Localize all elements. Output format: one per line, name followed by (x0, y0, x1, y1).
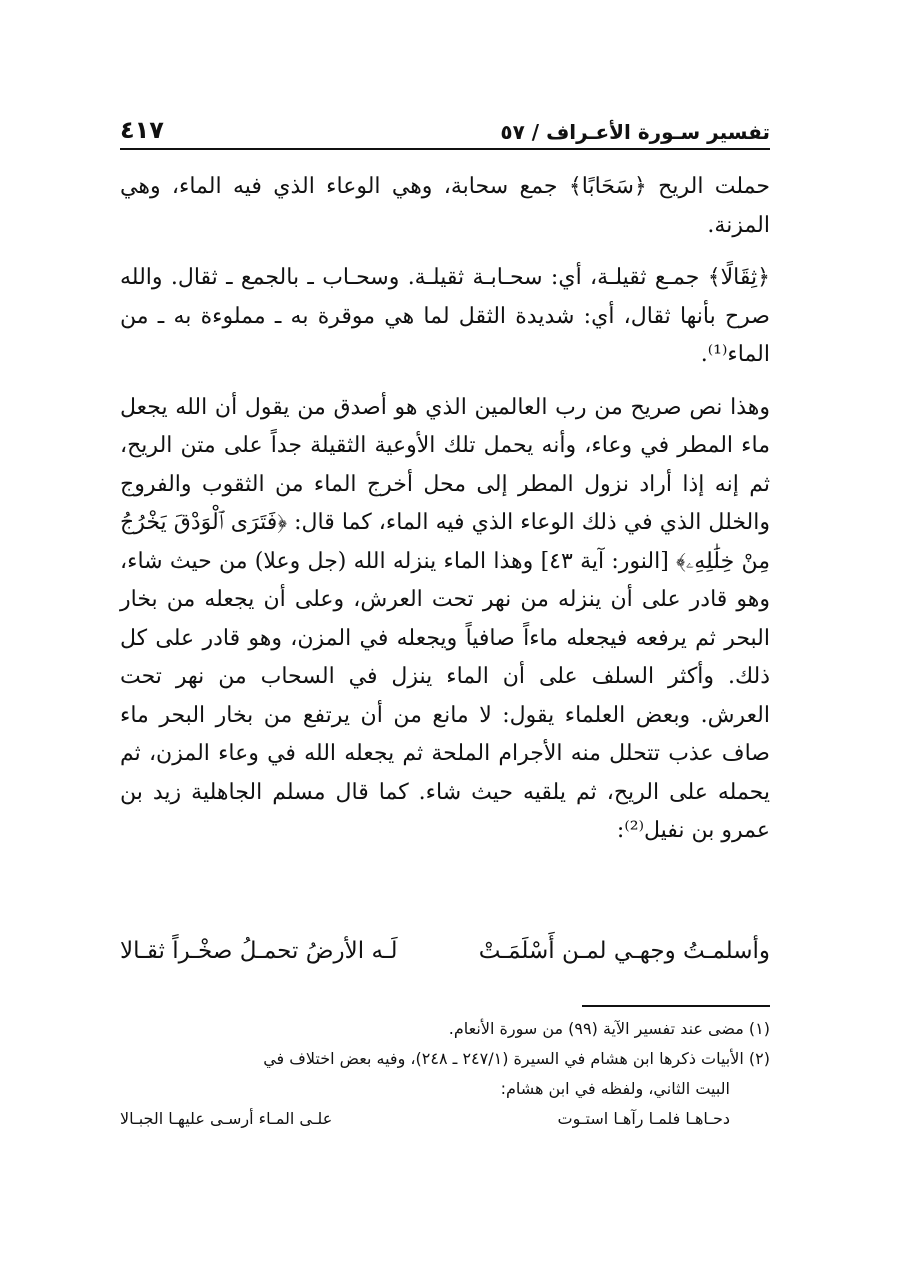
footnote-divider (582, 1005, 770, 1007)
verse-second-hemistich: لَـه الأرضُ تحمـلُ صخْـراً ثقـالا (120, 938, 398, 964)
paragraph-rain-explanation: وهذا نص صريح من رب العالمين الذي هو أصدق من يقول أن الله يجعل ماء المطر في وعاء، وأنه يحمل تلك الأوعية الثقيلة جداً على متن الريح، ثم إنه إذا أراد نزول المطر إلى محل أخرج الماء من الثقوب والفروج والخلل الذي في ذلك الوعاء الذي فيه الماء، كما قال: ﴿فَتَرَى ٱلْوَدْقَ يَخْرُجُ مِنْ خِلَٰلِهِۦ﴾ [النور: آية ٤٣] وهذا الماء ينزله الله (جل وعلا) من حيث شاء، وهو قادر على أن ينزله من نهر تحت العرش، وعلى أن يجعله من بخار البحر ثم يرفعه فيجعله ماءاً صافياً ويجعله في المزن، وهو قادر على كل ذلك. وأكثر السلف على أن الماء ينزل في السحاب من نهر تحت العرش. وبعض العلماء يقول: لا مانع من أن يرتفع من بخار البحر ماء صاف عذب تتحلل منه الأجرام الملحة ثم يجعله الله في وعاء المزن، ثم يحمله على الريح، ثم يلقيه حيث شاء. كما قال مسلم الجاهلية زيد بن عمرو بن نفيل⁽²⁾: (120, 394, 770, 843)
verse-first-hemistich: وأسلمـتُ وجهـي لمـن أَسْلَمَـتْ (478, 938, 770, 964)
main-text (120, 168, 770, 865)
page-number: ٤١٧ (120, 116, 164, 144)
paragraph-thiqal: ﴿ثِقَالًا﴾ جمـع ثقيلـة، أي: سحـابـة ثقيلـة. وسحـاب ـ بالجمع ـ ثقال. والله صرح بأنها ثقال، أي: شديدة الثقل لما هي موقرة به ـ مملوءة به ـ من الماء⁽¹⁾. (120, 265, 770, 367)
footnote-1: (١) مضى عند تفسير الآية (٩٩) من سورة الأنعام. (448, 1019, 770, 1038)
poem-verse (120, 938, 770, 964)
footnote-verse-second: علـى المـاء أرسـى عليهـا الجبـالا (120, 1109, 333, 1128)
footnote-2-verse (120, 1104, 770, 1134)
footnote-2: (٢) الأبيات ذكرها ابن هشام في السيرة (٢٤٧/١ ـ ٢٤٨)، وفيه بعض اختلاف في (263, 1049, 770, 1068)
page-header (120, 104, 770, 144)
footnotes (120, 1014, 770, 1134)
paragraph-sahab: حملت الريح ﴿سَحَابًا﴾ جمع سحابة، وهي الوعاء الذي فيه الماء، وهي المزنة. (120, 174, 770, 238)
footnote-2-continuation: البيت الثاني، ولفظه في ابن هشام: (500, 1079, 730, 1098)
header-divider (120, 148, 770, 150)
running-title: تفسير سـورة الأعـراف / ٥٧ (500, 120, 770, 144)
footnote-verse-first: دحـاهـا فلمـا رآهـا استـوت (557, 1109, 730, 1128)
